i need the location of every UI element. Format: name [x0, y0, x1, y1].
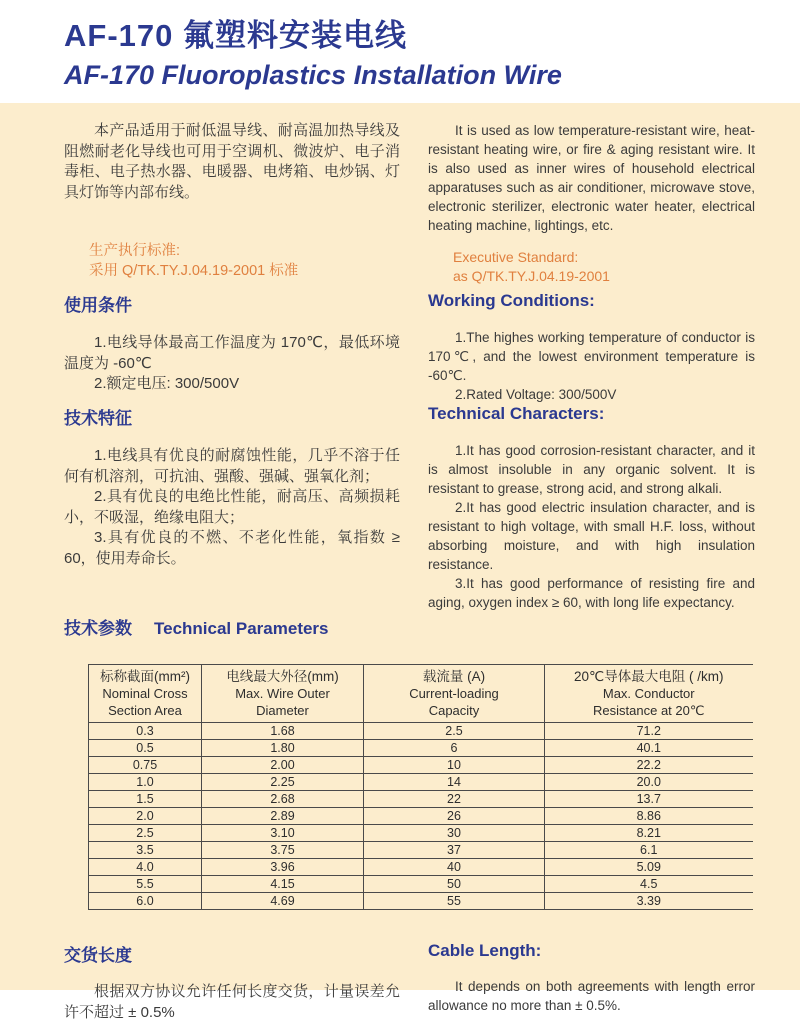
table-cell: 2.00	[202, 757, 364, 774]
intro-column-english	[428, 121, 755, 291]
table-row	[89, 842, 753, 859]
table-cell: 2.68	[202, 791, 364, 808]
executive-standard-english	[453, 248, 755, 286]
table-row	[89, 825, 753, 842]
technical-parameters-table	[88, 664, 753, 910]
standard-value-chinese: 采用 Q/TK.TY.J.04.19-2001 标准	[89, 263, 299, 279]
intro-column-chinese	[64, 121, 400, 291]
working-conditions-english	[428, 291, 755, 404]
table-row	[89, 757, 753, 774]
table-cell: 2.5	[364, 723, 545, 740]
list-item: 1.电线具有优良的耐腐蚀性能，几乎不溶于任何有机溶剂，可抗油、强酸、强碱、强氧化剂；	[64, 447, 400, 485]
page-title-chinese: AF-170 氟塑料安装电线	[64, 18, 407, 53]
section-heading-technical-characters-zh: 技术特征	[64, 409, 132, 428]
section-heading-technical-characters-en: Technical Characters:	[428, 404, 605, 423]
table-header	[89, 665, 753, 723]
header-line-zh: 20℃导体最大电阻 ( /km)	[574, 669, 724, 684]
header-line-en: Diameter	[256, 703, 309, 718]
technical-parameters-heading-en: Technical Parameters	[154, 619, 329, 638]
working-conditions-section	[64, 291, 755, 404]
cable-length-text-en: It depends on both agreements with length error allowance no more than ± 0.5%.	[428, 979, 755, 1013]
table-cell: 71.2	[545, 723, 753, 740]
table-cell: 3.5	[89, 842, 202, 859]
working-conditions-list-en	[428, 328, 755, 404]
section-heading-working-conditions-en: Working Conditions:	[428, 291, 595, 310]
table-cell: 2.5	[89, 825, 202, 842]
column-header-current-loading-capacity	[364, 665, 545, 723]
table-cell: 10	[364, 757, 545, 774]
column-header-max-conductor-resistance	[545, 665, 753, 723]
header-line-en: Max. Wire Outer	[235, 686, 330, 701]
technical-characters-list-zh	[64, 446, 400, 569]
table-cell: 37	[364, 842, 545, 859]
table-row	[89, 723, 753, 740]
list-item: 2.It has good electric insulation character, and is resistant to high voltage, with small H.F. loss, without absorbing moisture, and with high insulation resistance.	[428, 500, 755, 572]
cable-length-section	[64, 941, 755, 1023]
table-row	[89, 774, 753, 791]
table-cell: 30	[364, 825, 545, 842]
table-cell: 2.25	[202, 774, 364, 791]
list-item: 2.额定电压: 300/500V	[94, 375, 240, 392]
table-row	[89, 859, 753, 876]
table-cell: 4.15	[202, 876, 364, 893]
header-line-en: Capacity	[428, 703, 480, 718]
header-line-zh: 载流量 (A)	[422, 669, 486, 684]
table-cell: 8.21	[545, 825, 753, 842]
column-header-nominal-cross-section	[89, 665, 202, 723]
technical-characters-section	[64, 404, 755, 612]
list-item: 2.Rated Voltage: 300/500V	[455, 387, 617, 402]
table-cell: 0.3	[89, 723, 202, 740]
column-header-max-wire-outer-diameter	[202, 665, 364, 723]
table-cell: 1.80	[202, 740, 364, 757]
parameters-table-body	[89, 723, 753, 910]
table-cell: 1.5	[89, 791, 202, 808]
table-row	[89, 791, 753, 808]
table-cell: 1.68	[202, 723, 364, 740]
table-cell: 8.86	[545, 808, 753, 825]
table-row	[89, 808, 753, 825]
technical-characters-chinese	[64, 404, 400, 612]
list-item: 3.具有优良的不燃、不老化性能，氧指数 ≥ 60，使用寿命长。	[64, 529, 400, 567]
table-cell: 13.7	[545, 791, 753, 808]
section-heading-working-conditions-zh: 使用条件	[64, 296, 132, 315]
table-cell: 50	[364, 876, 545, 893]
table-cell: 2.0	[89, 808, 202, 825]
table-cell: 40	[364, 859, 545, 876]
standard-label-english: Executive Standard:	[453, 249, 579, 265]
table-cell: 26	[364, 808, 545, 825]
list-item: 1.电线导体最高工作温度为 170℃，最低环境温度为 -60℃	[64, 334, 400, 372]
table-cell: 22.2	[545, 757, 753, 774]
table-row	[89, 740, 753, 757]
standard-value-english: as Q/TK.TY.J.04.19-2001	[453, 268, 610, 284]
page-title-english: AF-170 Fluoroplastics Installation Wire	[64, 60, 562, 90]
header-line-zh: 标称截面(mm²)	[100, 669, 190, 684]
technical-parameters-heading-zh: 技术参数	[64, 619, 132, 638]
working-conditions-chinese	[64, 291, 400, 404]
table-cell: 20.0	[545, 774, 753, 791]
table-cell: 4.0	[89, 859, 202, 876]
executive-standard-chinese	[89, 241, 400, 281]
header-line-en: Resistance at 20℃	[593, 703, 705, 718]
page-header	[0, 0, 800, 103]
table-cell: 0.75	[89, 757, 202, 774]
intro-paragraph-chinese: 本产品适用于耐低温导线、耐高温加热导线及阻燃耐老化导线也可用于空调机、微波炉、电子消毒柜、电子热水器、电暖器、电烤箱、电炒锅、灯具灯饰等内部布线。	[64, 122, 400, 201]
table-cell: 5.5	[89, 876, 202, 893]
list-item: 1.It has good corrosion-resistant character, and it is almost insoluble in any organic solvent. It is resistant to grease, strong acid, and strong alkali.	[428, 443, 755, 496]
technical-characters-english	[428, 404, 755, 612]
header-line-en: Max. Conductor	[602, 686, 695, 701]
table-cell: 6.1	[545, 842, 753, 859]
table-cell: 14	[364, 774, 545, 791]
table-row	[89, 876, 753, 893]
table-cell: 5.09	[545, 859, 753, 876]
table-cell: 4.69	[202, 893, 364, 910]
table-cell: 3.96	[202, 859, 364, 876]
table-cell: 3.75	[202, 842, 364, 859]
table-cell: 1.0	[89, 774, 202, 791]
table-cell: 22	[364, 791, 545, 808]
section-heading-cable-length-zh: 交货长度	[64, 946, 132, 965]
cable-length-chinese	[64, 941, 400, 1023]
table-cell: 3.39	[545, 893, 753, 910]
page-content	[0, 103, 800, 1021]
table-header-row	[89, 665, 753, 723]
intro-paragraph-english: It is used as low temperature-resistant wire, heat-resistant heating wire, or fire & aging resistant wire. It is also used as inner wires of household electrical apparatuses such as air conditioner, microwave stove, electronic sterilizer, electronic water heater, electrical heating machine, lightings, etc.	[428, 123, 755, 233]
working-conditions-list-zh	[64, 333, 400, 395]
header-line-en: Nominal Cross	[102, 686, 188, 701]
list-item: 3.It has good performance of resisting fire and aging, oxygen index ≥ 60, with long life expectancy.	[428, 576, 755, 610]
technical-characters-list-en	[428, 441, 755, 612]
intro-section	[64, 121, 755, 291]
technical-parameters-heading	[64, 614, 755, 639]
table-cell: 6.0	[89, 893, 202, 910]
list-item: 2.具有优良的电绝比性能，耐高压、高频损耗小，不吸湿，绝缘电阻大；	[64, 488, 400, 526]
header-line-zh: 电线最大外径(mm)	[226, 669, 339, 684]
table-cell: 40.1	[545, 740, 753, 757]
list-item: 1.The highes working temperature of conductor is 170℃, and the lowest environment temperature is -60℃.	[428, 330, 755, 383]
table-cell: 4.5	[545, 876, 753, 893]
table-cell: 2.89	[202, 808, 364, 825]
table-cell: 3.10	[202, 825, 364, 842]
table-row	[89, 893, 753, 910]
table-cell: 6	[364, 740, 545, 757]
table-cell: 55	[364, 893, 545, 910]
cable-length-text-zh: 根据双方协议允许任何长度交货，计量误差允许不超过 ± 0.5%	[64, 983, 400, 1021]
table-cell: 0.5	[89, 740, 202, 757]
header-line-en: Current-loading	[409, 686, 499, 701]
header-line-en: Section Area	[108, 703, 182, 718]
standard-label-chinese: 生产执行标准:	[89, 243, 181, 259]
section-heading-cable-length-en: Cable Length:	[428, 941, 542, 960]
cable-length-english	[428, 941, 755, 1023]
